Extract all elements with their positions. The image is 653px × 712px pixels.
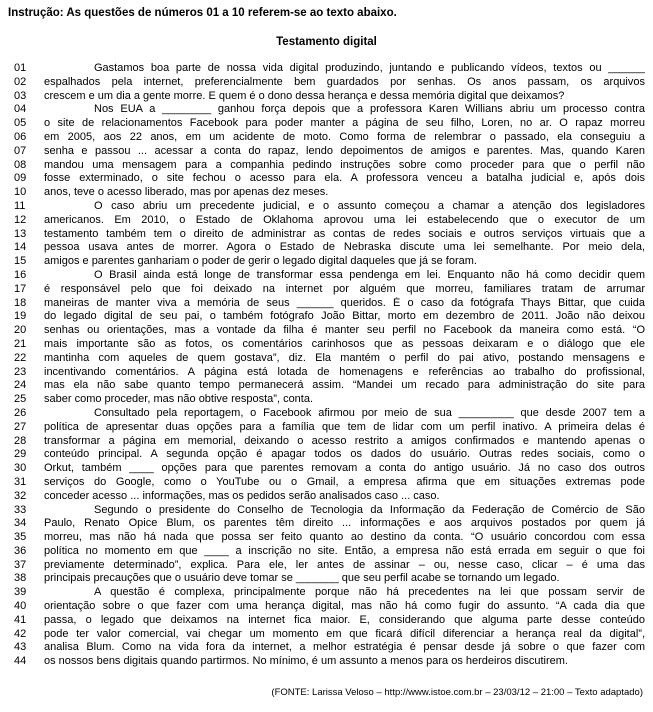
line-text: principais precauções que o usuário deve tomar se _______ que seu perfil acabe se tornando um legado.	[44, 572, 560, 585]
line-number: 02	[14, 75, 27, 88]
line-number: 26	[14, 406, 27, 419]
line-number: 18	[14, 296, 27, 309]
text-line	[8, 559, 645, 573]
line-text: orientação sobre o que fazer com uma herança digital, mas não há como fugir do assunto. “A cada dia que	[44, 600, 645, 613]
text-line	[8, 531, 645, 545]
line-number: 14	[14, 241, 27, 254]
line-text: transformar a página em memorial, deixando o acesso restrito a amigos confirmados e mantendo apenas o	[44, 434, 645, 447]
text-line	[8, 641, 645, 655]
line-number: 30	[14, 462, 27, 475]
text-line	[8, 572, 645, 586]
text-line	[8, 338, 645, 352]
text-line	[8, 628, 645, 642]
line-number: 23	[14, 365, 27, 378]
text-line	[8, 586, 645, 600]
line-number: 43	[14, 641, 27, 654]
line-number: 28	[14, 434, 27, 447]
line-text: maneiras de manter viva a memória de seus ______ queridos. É o caso da fotógrafa Thays Bittar, que cuida	[44, 296, 645, 309]
line-number: 05	[14, 117, 27, 130]
line-text: americanos. Em 2010, o Estado de Oklahoma aprovou uma lei estabelecendo que o executor de um	[44, 213, 645, 226]
line-text: morreu, mas não há nada que possa ser feito quanto ao destino da conta. “O usuário concordou com essa	[44, 531, 645, 544]
line-number: 11	[14, 199, 26, 212]
line-text: os nossos bens digitais quando partirmos. No mínimo, é um assunto a menos para os herdeiros discutirem.	[44, 655, 568, 668]
text-line	[8, 186, 645, 200]
text-line	[8, 117, 645, 131]
text-line	[8, 269, 645, 283]
text-line	[8, 76, 645, 90]
text-line	[8, 504, 645, 518]
line-text: anos, teve o acesso liberado, mas por apenas dez meses.	[44, 186, 329, 199]
line-text: passa, o legado que deixamos na internet fica maior. E, considerando que alguma parte desse conteúdo	[44, 613, 645, 626]
line-number: 24	[14, 379, 27, 392]
line-text: O Brasil ainda está longe de transformar essa pendenga em lei. Enquanto não há como decidir quem	[94, 268, 645, 281]
text-line	[8, 90, 645, 104]
line-text: conceder acesso ... informações, mas os pedidos serão analisados caso ... caso.	[44, 489, 440, 502]
line-text: mas ela não sabe quanto tempo permanecerá assim. “Mandei um recado para administração do site para	[44, 379, 645, 392]
text-line	[8, 393, 645, 407]
line-number: 22	[14, 351, 27, 364]
line-text: analisa Blum. Como na vida fora da internet, a melhor estratégia é pensar desde já sobre o que fazer com	[44, 641, 645, 654]
line-number: 19	[14, 310, 27, 323]
text-line	[8, 462, 645, 476]
line-number: 25	[14, 393, 27, 406]
line-text: saber como proceder, mas não obtive resposta”, conta.	[44, 393, 314, 406]
text-line	[8, 255, 645, 269]
source-citation: (FONTE: Larissa Veloso – http://www.istoe.com.br – 23/03/12 – 21:00 – Texto adaptado)	[271, 687, 643, 699]
line-number: 17	[14, 282, 27, 295]
line-text: Orkut, também ____ opções para que parentes removam a conta do antigo usuário. Já no caso dos outros	[44, 462, 645, 475]
text-line	[8, 421, 645, 435]
text-line	[8, 297, 645, 311]
line-text: mais importante são as fotos, os comentários carinhosos que as pessoas deixaram e o diálogo que ele	[44, 337, 645, 350]
text-line	[8, 476, 645, 490]
line-text: pode ter valor comercial, vai chegar um momento em que ficará difícil diferenciar a herança real da digital”,	[44, 627, 645, 640]
text-line	[8, 407, 645, 421]
text-line	[8, 214, 645, 228]
line-text: é responsável pelo que foi deixado na internet por alguém que morreu, familiares tratam de arrumar	[44, 282, 645, 295]
line-text: Segundo o presidente do Conselho de Tecnologia da Informação da Federação de Comércio de São	[94, 503, 645, 516]
line-text: política no momento em que ____ a inscrição no site. Então, a empresa não está errada em seguir o que foi	[44, 544, 645, 557]
text-body	[8, 62, 645, 669]
line-text: previamente determinado”, explica. Para ele, ler antes de assinar – ou, nesse caso, clicar – é uma das	[44, 558, 645, 571]
line-number: 03	[14, 89, 27, 102]
text-line	[8, 490, 645, 504]
line-number: 40	[14, 600, 27, 613]
line-number: 04	[14, 103, 27, 116]
line-number: 38	[14, 572, 27, 585]
text-line	[8, 283, 645, 297]
line-number: 33	[14, 503, 27, 516]
line-number: 15	[14, 255, 27, 268]
line-text: em 2005, aos 22 anos, em um acidente de moto. Como forma de relembrar o passado, ela conseguiu a	[44, 130, 645, 143]
line-text: Nos EUA a ________ ganhou força depois que a professora Karen Willians abriu um processo contra	[94, 103, 645, 116]
text-line	[8, 435, 645, 449]
text-line	[8, 366, 645, 380]
line-number: 08	[14, 158, 27, 171]
text-line	[8, 352, 645, 366]
text-line	[8, 228, 645, 242]
line-number: 27	[14, 420, 27, 433]
line-number: 41	[14, 613, 27, 626]
line-number: 21	[14, 337, 27, 350]
line-text: fosse exterminado, o site fechou o acesso para ela. A professora venceu a batalha judicial e, após dois	[44, 172, 645, 185]
line-text: senha e passou ... acessar a conta do rapaz, lendo depoimentos de amigos e parentes. Mas, quando Karen	[44, 144, 645, 157]
text-line	[8, 545, 645, 559]
text-line	[8, 145, 645, 159]
line-number: 29	[14, 448, 27, 461]
line-text: incentivando comentários. A página está lotada de homenagens e referências ao trabalho do profissional,	[44, 365, 645, 378]
line-number: 34	[14, 517, 27, 530]
text-line	[8, 241, 645, 255]
text-line	[8, 172, 645, 186]
text-line	[8, 159, 645, 173]
line-text: conteúdo principal. A segunda opção é apagar todos os dados do usuário. Outras redes sociais, como o	[44, 448, 645, 461]
text-line	[8, 103, 645, 117]
line-number: 32	[14, 489, 27, 502]
line-number: 42	[14, 627, 27, 640]
line-text: o site de relacionamentos Facebook para poder manter a página de seu filho, Loren, no ar. O rapaz morreu	[44, 117, 645, 130]
text-line	[8, 655, 645, 669]
line-text: amigos e parentes ganhariam o poder de gerir o legado digital daqueles que já se foram.	[44, 255, 477, 268]
line-number: 10	[14, 186, 27, 199]
line-text: Paulo, Renato Opice Blum, os parentes têm direito ... informações e aos arquivos postados por quem já	[44, 517, 645, 530]
line-number: 12	[14, 213, 27, 226]
text-line	[8, 517, 645, 531]
line-number: 37	[14, 558, 27, 571]
text-line	[8, 600, 645, 614]
text-line	[8, 448, 645, 462]
line-text: mandou uma mensagem para a companhia pedindo instruções sobre como proceder para que o perfil não	[44, 158, 645, 171]
line-text: Consultado pela reportagem, o Facebook afirmou por meio de sua _________ que desde 2007 tem a	[94, 406, 645, 419]
instruction-header: Instrução: As questões de números 01 a 10 referem-se ao texto abaixo.	[8, 7, 397, 19]
line-number: 44	[14, 655, 27, 668]
line-number: 36	[14, 544, 27, 557]
line-text: pessoa usava antes de morrer. Agora o Estado de Nebraska discute uma lei semelhante. Por meio dela,	[44, 241, 645, 254]
text-line	[8, 62, 645, 76]
line-text: O caso abriu um precedente judicial, e o assunto começou a chamar a atenção dos legisladores	[94, 199, 645, 212]
text-line	[8, 200, 645, 214]
line-text: política de apresentar duas opções para a família que tem de lidar com um perfil inativo. A primeira delas é	[44, 420, 645, 433]
line-number: 01	[14, 62, 27, 74]
line-number: 35	[14, 531, 27, 544]
text-line	[8, 131, 645, 145]
line-text: senhas ou orientações, mas a vontade da filha é manter seu perfil no Facebook da maneira como está. “O	[44, 324, 645, 337]
text-line	[8, 310, 645, 324]
text-line	[8, 324, 645, 338]
text-line	[8, 379, 645, 393]
line-number: 16	[14, 268, 27, 281]
line-number: 07	[14, 144, 27, 157]
line-text: mantinha com aqueles de quem gostava”, diz. Ela mantém o perfil do pai ativo, postando mensagens e	[44, 351, 645, 364]
line-number: 20	[14, 324, 27, 337]
line-text: espalhados pela internet, preferencialmente bem guardados por senhas. Os anos passam, os arquivos	[44, 75, 645, 88]
line-text: testamento também tem o direito de administrar as contas de redes sociais e outros serviços virtuais que a	[44, 227, 645, 240]
line-number: 06	[14, 130, 27, 143]
line-number: 31	[14, 475, 27, 488]
line-number: 13	[14, 227, 27, 240]
line-number: 39	[14, 586, 27, 599]
line-text: do legado digital de seu pai, o também fotógrafo João Bittar, morto em dezembro de 2011. João não deixou	[44, 310, 645, 323]
line-text: serviços do Google, como o YouTube ou o Gmail, a empresa afirma que em situações extremas pode	[44, 475, 645, 488]
line-text: Gastamos boa parte de nossa vida digital produzindo, juntando e publicando vídeos, textos ou ______	[94, 62, 645, 74]
line-text: A questão é complexa, principalmente porque não há precedentes na lei que possam servir de	[94, 586, 645, 599]
page-title: Testamento digital	[276, 36, 377, 48]
text-line	[8, 614, 645, 628]
line-text: crescem e um dia a gente morre. E quem é o dono dessa herança e dessa memória digital que deixamos?	[44, 89, 565, 102]
line-number: 09	[14, 172, 27, 185]
